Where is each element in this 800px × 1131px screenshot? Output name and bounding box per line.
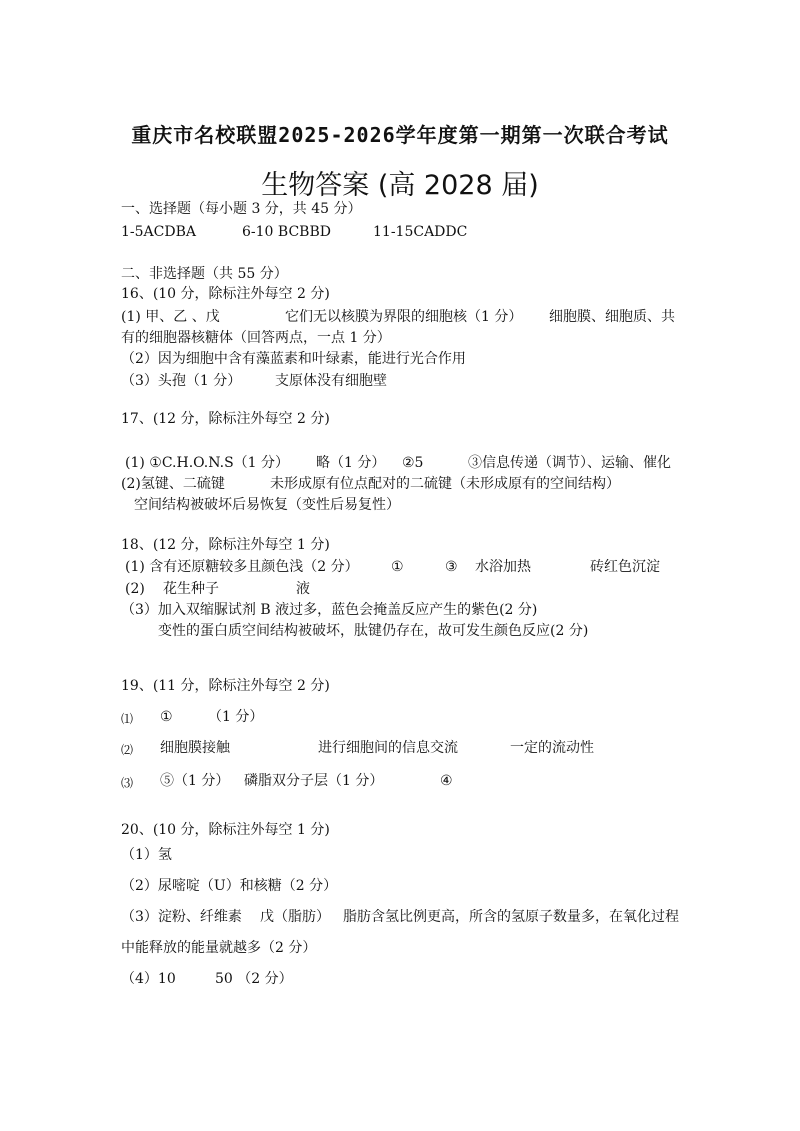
- q20-line4: 中能释放的能量就越多（2 分）: [121, 940, 317, 956]
- q19-line3-c: ④: [440, 773, 453, 789]
- q18-line1-e: 砖红色沉淀: [590, 559, 660, 575]
- q19-line1-a: ①: [160, 709, 173, 725]
- q19-line2-c: 一定的流动性: [510, 740, 594, 756]
- q17-line1-c: ②5: [402, 455, 424, 471]
- q18-line1-a: (1) 含有还原糖较多且颜色浅（2 分）: [125, 559, 359, 575]
- q16-line1-c: 细胞膜、细胞质、共: [549, 309, 675, 325]
- q18-line1-b: ①: [391, 559, 404, 575]
- q19-line2-b: 进行细胞间的信息交流: [318, 740, 458, 756]
- q20-line3-a: （3）淀粉、纤维素: [121, 909, 242, 925]
- q17-line1-d: ③信息传递（调节）、运输、催化: [468, 455, 671, 471]
- q17-line1-b: 略（1 分）: [316, 455, 386, 471]
- q17-line1-a: (1) ①C.H.O.N.S（1 分）: [125, 455, 290, 471]
- q19-line3-a: ⑤（1 分）: [160, 773, 230, 789]
- q18-heading: 18、(12 分，除标注外每空 1 分): [121, 537, 330, 553]
- q18-line1-c: ③: [445, 559, 458, 575]
- q19-line3-b: 磷脂双分子层（1 分）: [244, 773, 384, 789]
- q20-line3-b: 戊（脂肪）: [260, 909, 330, 925]
- q18-line4: 变性的蛋白质空间结构被破坏，肽键仍存在，故可发生颜色反应(2 分): [158, 623, 589, 639]
- section2-heading: 二、非选择题（共 55 分）: [121, 266, 288, 282]
- q18-line3: （3）加入双缩脲试剂 B 液过多，蓝色会掩盖反应产生的紫色(2 分): [121, 602, 538, 618]
- q16-line4-b: 支原体没有细胞壁: [275, 373, 387, 389]
- q18-line1-d: 水浴加热: [475, 559, 531, 575]
- q17-heading: 17、(12 分，除标注外每空 2 分): [121, 411, 330, 427]
- q20-heading: 20、(10 分，除标注外每空 1 分): [121, 822, 330, 838]
- q18-line2-a: (2): [125, 581, 145, 597]
- q16-line1-b: 它们无以核膜为界限的细胞核（1 分）: [285, 309, 523, 325]
- q19-line2-a: 细胞膜接触: [160, 740, 230, 756]
- q20-line5-a: （4）10: [121, 971, 176, 987]
- q19-heading: 19、(11 分，除标注外每空 2 分): [121, 678, 330, 694]
- q19-line1-b: （1 分）: [208, 709, 264, 725]
- q20-line3-c: 脂肪含氢比例更高，所含的氢原子数量多，在氧化过程: [343, 909, 679, 925]
- q16-heading: 16、(10 分，除标注外每空 2 分): [121, 286, 330, 302]
- q20-line2: （2）尿嘧啶（U）和核糖（2 分）: [121, 878, 338, 894]
- q17-line3: 空间结构被破坏后易恢复（变性后易复性）: [134, 497, 400, 513]
- q19-line1-num: ⑴: [121, 712, 134, 726]
- q20-line1: （1）氢: [121, 847, 172, 863]
- q19-line3-num: ⑶: [121, 776, 134, 790]
- q18-line2-b: 花生种子: [163, 581, 219, 597]
- q18-line2-c: 液: [296, 581, 310, 597]
- q17-line2-b: 未形成原有位点配对的二硫键（未形成原有的空间结构）: [270, 476, 620, 492]
- answers-6-10: 6-10 BCBBD: [242, 224, 331, 240]
- answers-11-15: 11-15CADDC: [373, 224, 468, 240]
- q20-line5-b: 50 （2 分）: [215, 971, 293, 987]
- q16-line3: （2）因为细胞中含有藻蓝素和叶绿素，能进行光合作用: [121, 351, 466, 367]
- section1-heading: 一、选择题（每小题 3 分，共 45 分）: [121, 201, 362, 217]
- answers-1-5: 1-5ACDBA: [121, 224, 196, 240]
- q16-line2: 有的细胞器核糖体（回答两点，一点 1 分）: [121, 330, 391, 346]
- q16-line1-a: (1) 甲、乙 、戊: [121, 309, 220, 325]
- q19-line2-num: ⑵: [121, 743, 134, 757]
- q17-line2-a: (2)氢键、二硫键: [121, 476, 225, 492]
- exam-title: 重庆市名校联盟2025-2026学年度第一期第一次联合考试: [131, 123, 669, 147]
- answer-subtitle: 生物答案 (高 2028 届): [261, 170, 539, 201]
- q16-line4-a: （3）头孢（1 分）: [121, 373, 242, 389]
